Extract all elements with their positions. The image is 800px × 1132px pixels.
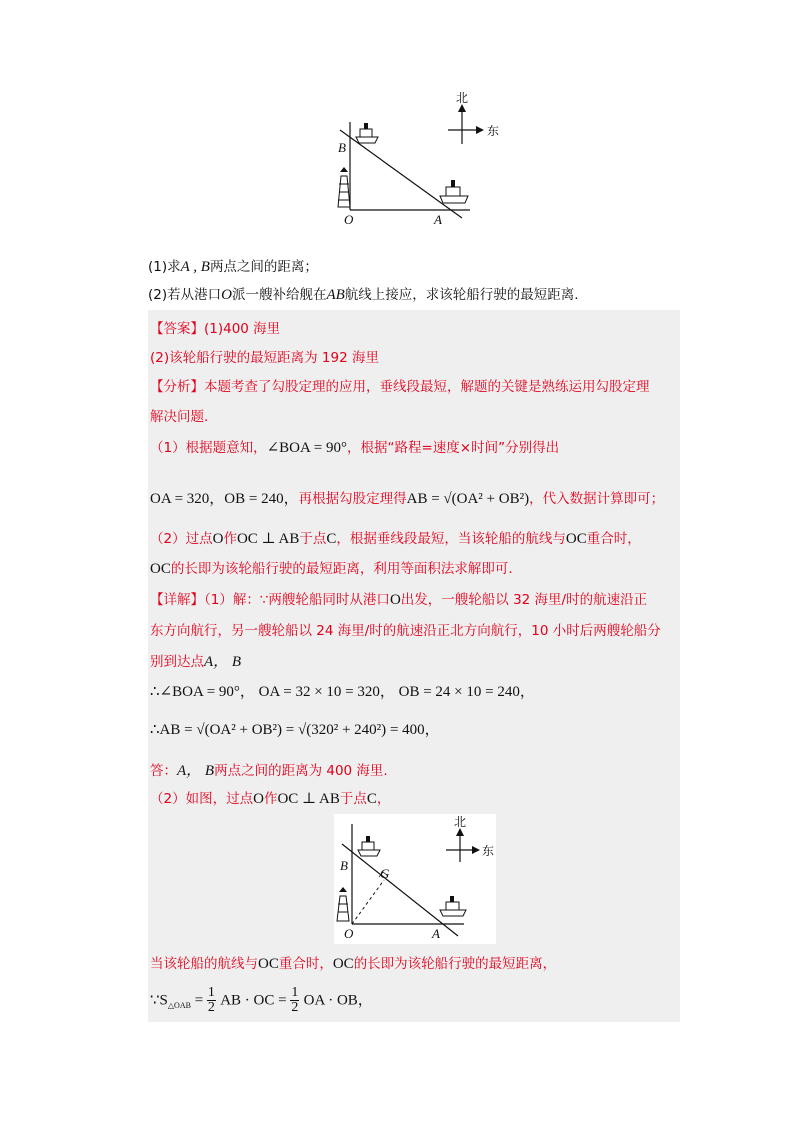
step2-zuo: 作 (223, 531, 237, 547)
eq-prefix: ∵S (150, 992, 168, 1009)
frac-num: 1 (291, 985, 299, 1000)
analysis-step2b (150, 557, 513, 578)
frac-num: 1 (207, 985, 215, 1000)
answer-line-2 (150, 346, 379, 366)
detail-answer (150, 759, 388, 780)
north-label: 北 (456, 92, 469, 105)
p2-text: （2）如图，过点 (150, 791, 254, 807)
oc-perpendicular-line (352, 880, 384, 924)
step1b-math: OA = 320，OB = 240， (150, 491, 299, 507)
p3b: 重合时， (278, 956, 333, 972)
calc2-eq: = (282, 722, 298, 738)
point-a-label: A (434, 212, 442, 227)
frac-den: 2 (291, 1000, 299, 1015)
eq-eq: = (190, 992, 207, 1009)
detail-p2 (150, 787, 390, 808)
step1-prefix: （1）根据题意知， (150, 440, 267, 456)
step2-o: O (212, 531, 224, 547)
detail-p1a-end: 出发，一艘轮船以 32 海里/时的航速沿正 (400, 592, 648, 608)
answer-tag: 【答案】 (150, 321, 204, 337)
p3-oc2: OC (332, 956, 354, 972)
point-a-label: A (432, 926, 440, 941)
detail-calc-1 (150, 680, 535, 701)
east-label: 东 (482, 844, 495, 858)
step2b-oc: OC (150, 561, 171, 577)
detail-p1a: （1）解：∵两艘轮船同时从港口 (204, 592, 390, 608)
step2-yu: 于点 (299, 531, 327, 547)
detail-line-3 (150, 650, 241, 671)
question-1 (148, 255, 318, 276)
detail-calc1: ∴∠BOA = 90°， OA = 32 × 10 = 320， OB = 24 × 10 = 240， (150, 684, 535, 700)
ship-icon (440, 896, 466, 916)
detail-line-2 (150, 619, 661, 639)
calc2-a: √(OA² + OB²) (196, 722, 283, 738)
step2-prefix: （2）过点 (150, 531, 213, 547)
detail-line-1 (150, 588, 647, 609)
analysis-step2 (150, 527, 641, 548)
lighthouse-icon (338, 167, 350, 207)
answer-2: (2)该轮船行驶的最短距离为 192 海里 (150, 350, 379, 366)
detail-area-equation (150, 986, 373, 1015)
analysis-line-2 (150, 405, 208, 425)
q2-var-ab: AB (326, 287, 345, 303)
step2-end: 重合时， (586, 531, 641, 547)
ship-icon (440, 180, 468, 203)
q2-prefix: (2)若从港口 (148, 287, 222, 303)
q2-mid: 派一艘补给舰在 (231, 287, 327, 303)
half-fraction (290, 986, 299, 1015)
step2-perp: OC ⊥ AB (236, 531, 300, 547)
p2-end: ， (376, 791, 391, 807)
p2-c: C (366, 791, 377, 807)
q1-prefix: (1)求 (148, 259, 181, 275)
step1-math: ∠BOA = 90° (266, 440, 347, 456)
question-2 (148, 283, 579, 304)
point-o-label: O (344, 926, 354, 941)
detail-p3 (150, 952, 556, 973)
ship-icon (356, 123, 378, 143)
ans-vars: A， B (177, 763, 215, 779)
figure-map-1 (330, 92, 510, 232)
east-label: 东 (487, 124, 500, 138)
point-b-label: B (340, 858, 348, 873)
analysis-step1 (150, 436, 559, 457)
detail-tag: 【详解】 (150, 592, 204, 608)
p3a: 当该轮船的航线与 (150, 956, 258, 972)
step1-suffix: ，根据“路程=速度×时间”分别得出 (346, 440, 560, 456)
p2-yu: 于点 (339, 791, 367, 807)
analysis-tag: 【分析】 (150, 379, 204, 395)
calc2-prefix: ∴AB = (150, 722, 197, 738)
frac-den: 2 (207, 1000, 215, 1015)
analysis-step1b (150, 487, 664, 508)
step2-suffix: ，根据垂线段最短，当该轮船的航线与 (336, 531, 566, 547)
step2b-text: 的长即为该轮船行驶的最短距离，利用等面积法求解即可. (170, 561, 513, 577)
p2-zuo: 作 (263, 791, 278, 807)
point-o-label: O (344, 212, 354, 227)
ans-prefix: 答： (150, 763, 177, 779)
eq-ab: AB · OC = (220, 992, 291, 1009)
q2-var-o: O (221, 287, 232, 303)
p2-o: O (253, 791, 264, 807)
ans-suffix: 两点之间的距离为 400 海里. (214, 763, 388, 779)
detail-p1a-o: O (389, 592, 401, 608)
north-label: 北 (454, 815, 467, 829)
ship-icon (358, 836, 380, 856)
detail-p1c: 别到达点 (150, 654, 204, 670)
eq-oa: OA · OB， (303, 992, 373, 1009)
q2-suffix: 航线上接应，求该轮船行驶的最短距离. (344, 287, 579, 303)
detail-p1c-vars: A， B (204, 654, 242, 670)
step1b-formula: AB = √(OA² + OB²) (406, 491, 530, 507)
q1-suffix: 两点之间的距离； (209, 259, 318, 275)
answer-1: (1)400 海里 (204, 321, 281, 337)
analysis-text-2: 解决问题. (150, 409, 209, 425)
point-g-label: G (380, 866, 390, 881)
ab-line (342, 844, 458, 936)
eq-sub: △OAB (167, 1001, 191, 1011)
calc2-b: √(320² + 240²) (298, 722, 387, 738)
compass-icon (446, 828, 480, 862)
detail-calc-2 (150, 718, 440, 739)
step1b-suffix: ，代入数据计算即可； (529, 491, 665, 507)
detail-p1b: 东方向航行，另一艘轮船以 24 海里/时的航速沿正北方向航行，10 小时后两艘轮船分 (150, 623, 661, 639)
figure-map-2 (334, 814, 496, 944)
point-b-label: B (338, 140, 346, 155)
half-fraction (207, 986, 216, 1015)
step2-oc: OC (565, 531, 587, 547)
q1-vars: A , B (180, 259, 210, 275)
step2-c: C (326, 531, 337, 547)
lighthouse-icon (337, 887, 349, 921)
p2-perp: OC ⊥ AB (277, 791, 340, 807)
compass-icon (448, 104, 484, 144)
analysis-text-1: 本题考查了勾股定理的应用，垂线段最短，解题的关键是熟练运用勾股定理 (204, 379, 650, 395)
ab-line (340, 130, 462, 218)
step1b-text: 再根据勾股定理得 (298, 491, 407, 507)
p3c: 的长即为该轮船行驶的最短距离， (353, 956, 557, 972)
analysis-line-1 (150, 375, 650, 395)
calc2-end: = 400， (386, 722, 440, 738)
p3-oc: OC (258, 956, 279, 972)
answer-line-1 (150, 317, 280, 337)
